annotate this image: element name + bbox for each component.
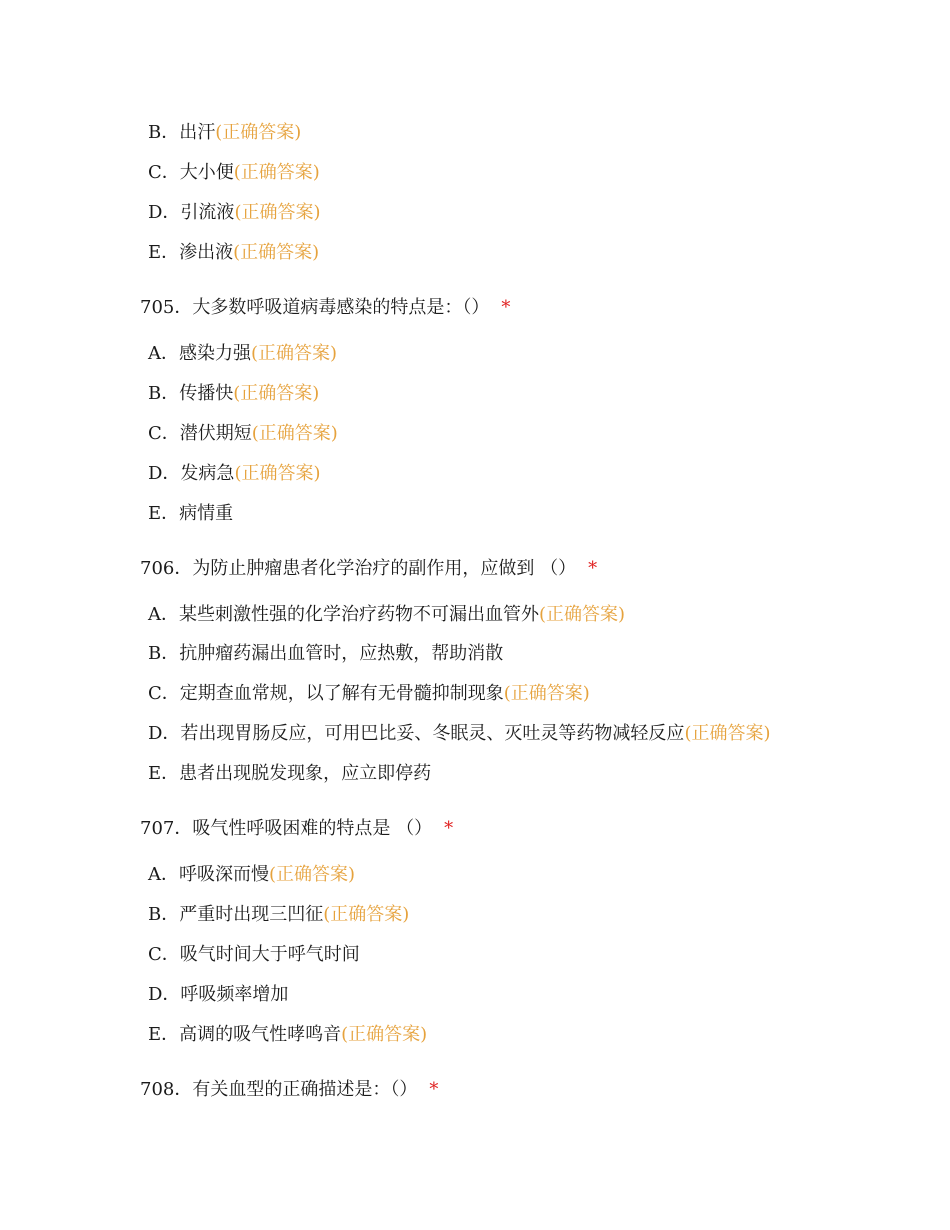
question-706-option-a	[148, 603, 625, 627]
option-label: E．病情重	[148, 503, 234, 524]
option-label: A．感染力强	[148, 343, 251, 364]
question-708-title	[140, 1078, 438, 1102]
question-707-option-a	[148, 863, 355, 887]
question-706-option-b	[148, 642, 503, 666]
correct-answer-tag: (正确答案)	[233, 242, 320, 263]
option-label: B．传播快	[148, 383, 234, 404]
question-text: 708．有关血型的正确描述是：（）	[140, 1079, 418, 1100]
option-label: C．潜伏期短	[148, 423, 252, 444]
question-705-option-b	[148, 382, 319, 406]
question-707-option-d	[148, 983, 288, 1007]
correct-answer-tag: (正确答案)	[323, 904, 410, 925]
option-label: E．渗出液	[148, 242, 234, 263]
correct-answer-tag: (正确答案)	[251, 423, 338, 444]
option-prev-d	[148, 201, 320, 225]
correct-answer-tag: (正确答案)	[503, 683, 590, 704]
option-prev-c	[148, 161, 320, 185]
option-label: E．高调的吸气性哮鸣音	[148, 1024, 342, 1045]
question-707-title	[140, 817, 453, 841]
question-706-option-c	[148, 682, 590, 706]
option-label: C．吸气时间大于呼气时间	[148, 944, 360, 965]
question-text: 707．吸气性呼吸困难的特点是 （）	[140, 818, 433, 839]
question-706-option-d	[148, 722, 770, 746]
option-label: B．出汗	[148, 122, 216, 143]
correct-answer-tag: (正确答案)	[341, 1024, 428, 1045]
option-label: A．呼吸深而慢	[148, 864, 269, 885]
question-705-option-e	[148, 502, 233, 526]
question-707-option-c	[148, 943, 360, 967]
option-label: B．严重时出现三凹征	[148, 904, 324, 925]
option-label: B．抗肿瘤药漏出血管时，应热敷，帮助消散	[148, 643, 504, 664]
question-706-option-e	[148, 762, 431, 786]
correct-answer-tag: (正确答案)	[539, 604, 626, 625]
question-706-title	[140, 557, 597, 581]
option-label: E．患者出现脱发现象，应立即停药	[148, 763, 432, 784]
option-label: D．发病急	[148, 463, 235, 484]
required-mark: *	[588, 558, 598, 579]
option-label: C．定期查血常规，以了解有无骨髓抑制现象	[148, 683, 504, 704]
option-label: D．呼吸频率增加	[148, 984, 289, 1005]
correct-answer-tag: (正确答案)	[234, 463, 321, 484]
correct-answer-tag: (正确答案)	[251, 343, 338, 364]
question-707-option-e	[148, 1023, 427, 1047]
option-prev-b	[148, 121, 301, 145]
question-707-option-b	[148, 903, 409, 927]
question-705-option-d	[148, 462, 320, 486]
question-text: 706．为防止肿瘤患者化学治疗的副作用，应做到 （）	[140, 558, 577, 579]
correct-answer-tag: (正确答案)	[269, 864, 356, 885]
correct-answer-tag: (正确答案)	[684, 723, 771, 744]
required-mark: *	[444, 818, 454, 839]
correct-answer-tag: (正确答案)	[234, 202, 321, 223]
correct-answer-tag: (正确答案)	[233, 162, 320, 183]
option-prev-e	[148, 241, 319, 265]
required-mark: *	[501, 297, 511, 318]
correct-answer-tag: (正确答案)	[215, 122, 302, 143]
option-label: A．某些刺激性强的化学治疗药物不可漏出血管外	[148, 604, 539, 625]
option-label: D．引流液	[148, 202, 235, 223]
required-mark: *	[429, 1079, 439, 1100]
option-label: D．若出现胃肠反应，可用巴比妥、冬眠灵、灭吐灵等药物减轻反应	[148, 723, 685, 744]
question-705-option-a	[148, 342, 337, 366]
option-label: C．大小便	[148, 162, 234, 183]
question-text: 705．大多数呼吸道病毒感染的特点是：（）	[140, 297, 490, 318]
question-705-title	[140, 296, 510, 320]
question-705-option-c	[148, 422, 338, 446]
correct-answer-tag: (正确答案)	[233, 383, 320, 404]
